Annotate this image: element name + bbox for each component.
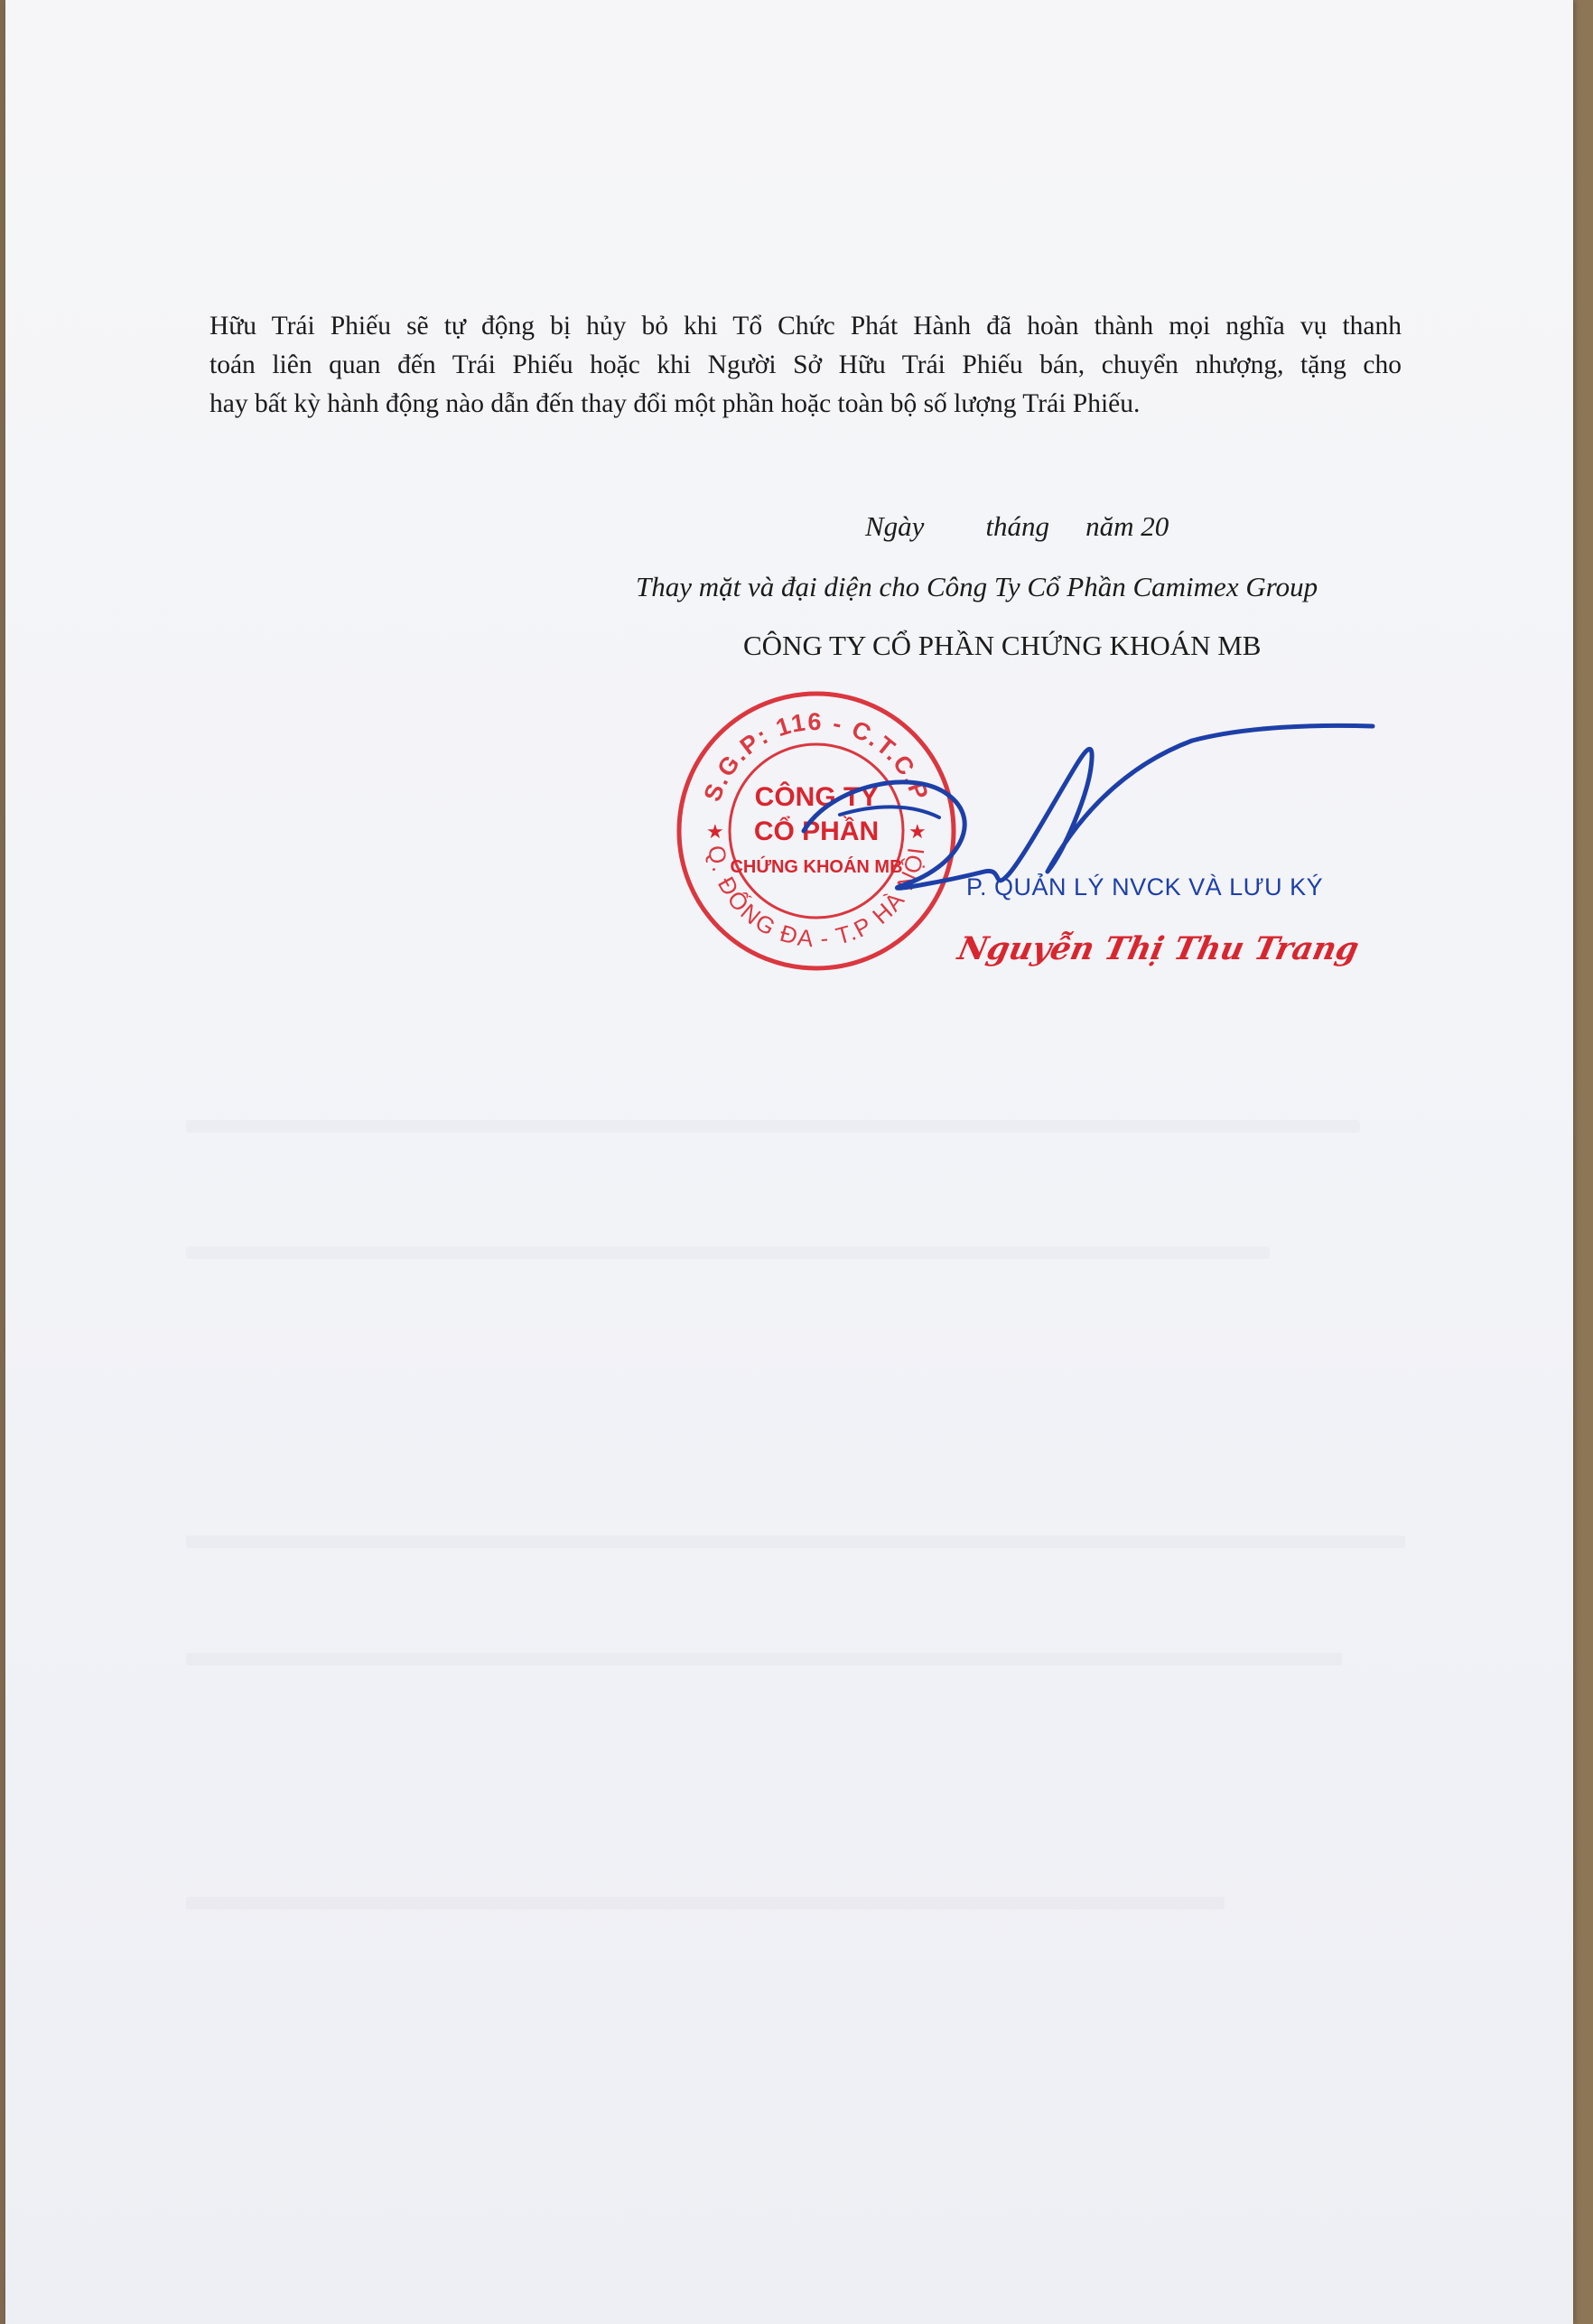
date-year-label: năm 20 xyxy=(1085,510,1169,542)
seal-center-line: CỔ PHẦN xyxy=(753,817,880,846)
seal-bottom-text: Q. ĐỐNG ĐA - T.P HÀ NỘI xyxy=(702,843,930,953)
representation-line: Thay mặt và đại diện cho Công Ty Cổ Phần Camimex Group xyxy=(636,571,1318,602)
seal-star-icon: ★ xyxy=(706,820,724,843)
svg-text:Nguyễn Thị Thu Trang: Nguyễn Thị Thu Trang xyxy=(955,930,1363,967)
show-through-line xyxy=(186,1535,1405,1548)
date-month-label: tháng xyxy=(985,510,1050,542)
show-through-line xyxy=(186,1897,1225,1909)
paragraph-line: hay bất kỳ hành động nào dẫn đến thay đổi một phần hoặc toàn bộ số lượng Trái Phiếu. xyxy=(210,389,1141,418)
seal-center-line: CHỨNG KHOÁN MB xyxy=(730,857,903,877)
department-line: P. QUẢN LÝ NVCK VÀ LƯU KÝ xyxy=(966,873,1324,901)
date-line xyxy=(865,510,1169,543)
seal-center-line: CÔNG TY xyxy=(754,782,879,812)
signing-company: CÔNG TY CỔ PHẦN CHỨNG KHOÁN MB xyxy=(743,630,1262,661)
closing-paragraph xyxy=(210,307,1402,424)
seal-star-icon: ★ xyxy=(908,820,927,843)
paragraph-line: toán liên quan đến Trái Phiếu hoặc khi Người Sở Hữu Trái Phiếu bán, chuyển nhượng, tặng cho xyxy=(210,350,1402,379)
signer-name xyxy=(955,912,1363,985)
seal-ring-text: S.G.P: 116 - C.T.C.P xyxy=(698,707,935,806)
show-through-line xyxy=(186,1653,1342,1666)
show-through-line xyxy=(186,1120,1360,1133)
show-through-line xyxy=(186,1246,1270,1259)
paragraph-line: Hữu Trái Phiếu sẽ tự động bị hủy bỏ khi Tổ Chức Phát Hành đã hoàn thành mọi nghĩa vụ thanh xyxy=(210,312,1402,341)
date-day-label: Ngày xyxy=(865,510,925,542)
